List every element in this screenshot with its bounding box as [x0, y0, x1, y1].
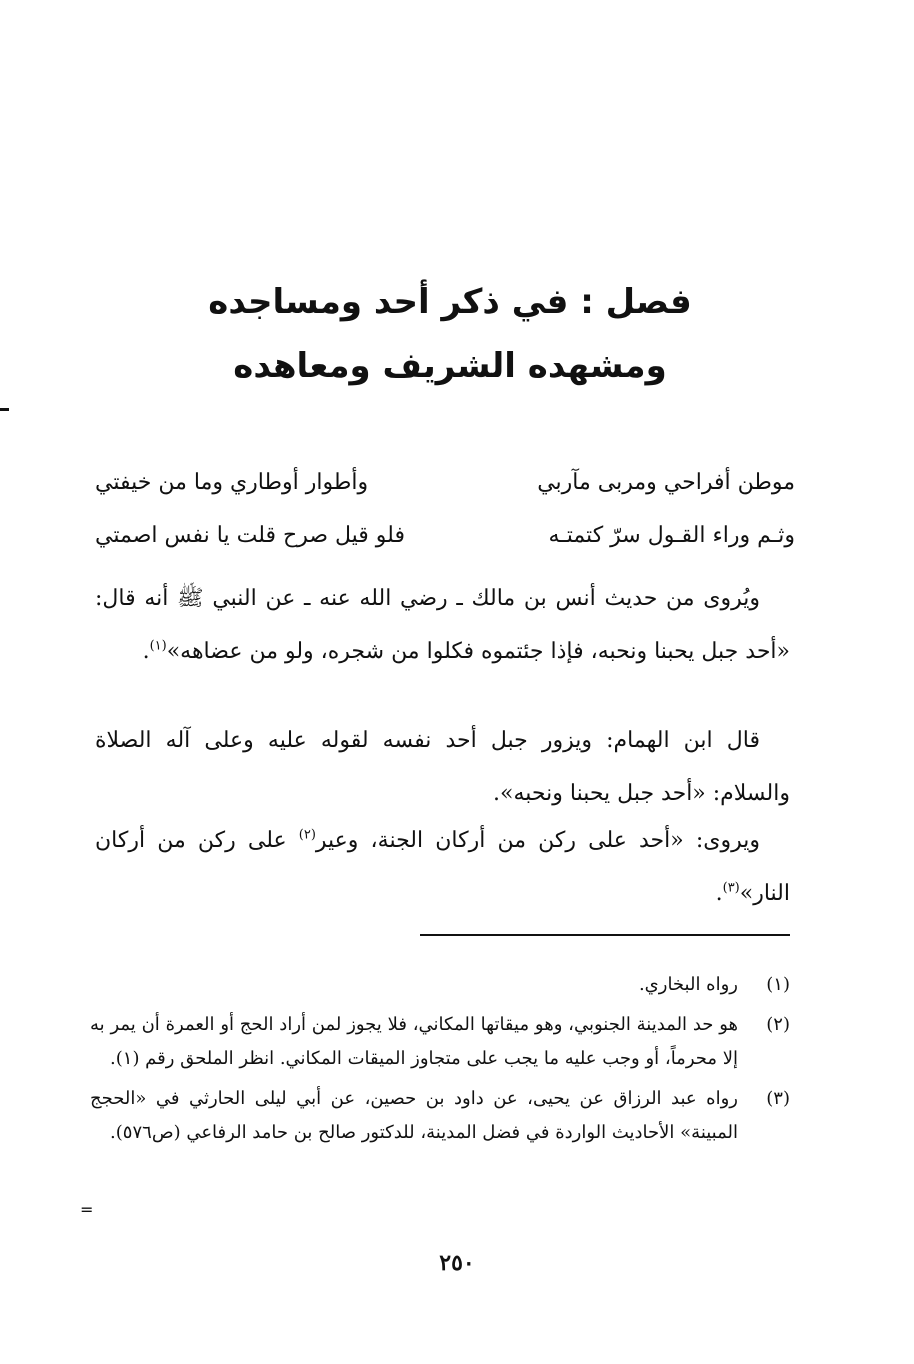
footnote-reference: (٣) [722, 880, 740, 896]
paragraph-text: ويُروى من حديث أنس بن مالك ـ رضي الله عنه ـ عن النبي ﷺ أنه قال: «أحد جبل يحبنا ونحبه، فإذا جئتموه فكلوا من شجره، ولو من عضاهه» [95, 586, 790, 664]
footnote-item [90, 1008, 790, 1076]
chapter-title-line-1: فصل : في ذكر أحد ومساجده [208, 282, 692, 322]
hadith-paragraph [95, 572, 790, 678]
footnote-number: (٢) [766, 1014, 790, 1035]
verse-second-hemistich: وأطوار أوطاري وما من خيفتي [95, 470, 369, 495]
verse-first-hemistich: موطن أفراحي ومربى مآربي [537, 470, 795, 495]
footnote-separator [420, 934, 790, 936]
poem-verse [95, 523, 795, 563]
verse-first-hemistich: وثـم وراء القـول سرّ كتمتـه [548, 523, 795, 548]
footnote-item [90, 1082, 790, 1150]
footnote-text: هو حد المدينة الجنوبي، وهو ميقاتها المكاني، فلا يجوز لمن أراد الحج أو العمرة أن يمر به إلا محرماً، أو وجب عليه ما يجب على متجاوز الميقات المكاني. انظر الملحق رقم (١). [90, 1014, 738, 1069]
paragraph-end: . [715, 881, 723, 906]
paragraph-end: . [142, 639, 150, 664]
page-number: ٢٥٠ [439, 1250, 475, 1276]
footnote-item [90, 968, 790, 1002]
ibn-al-humam-paragraph: قال ابن الهمام: ويزور جبل أحد نفسه لقوله عليه وعلى آله الصلاة والسلام: «أحد جبل يحبنا ونحبه». [95, 728, 790, 806]
paragraph-text: على ركن من أركان النار» [95, 828, 790, 906]
chapter-title-line-2: ومشهده الشريف ومعاهده [233, 346, 667, 386]
footnote-text: رواه عبد الرزاق عن يحيى، عن داود بن حصين، عن أبي ليلى الحارثي في «الحجج المبينة» الأحاديث الواردة في فضل المدينة، للدكتور صالح بن حامد الرفاعي (ص٥٧٦). [90, 1088, 738, 1143]
scan-edge-mark [0, 408, 9, 411]
footnotes [90, 968, 790, 1156]
uhud-ayr-paragraph [95, 814, 790, 920]
footnote-reference: (١) [149, 638, 167, 654]
paragraph-text: ويروى: «أحد على ركن من أركان الجنة، وعير [315, 828, 760, 853]
footnote-number: (٣) [766, 1088, 790, 1109]
footnote-number: (١) [766, 974, 790, 995]
footnote-reference: (٢) [298, 827, 316, 843]
continuation-mark: = [80, 1200, 94, 1219]
footnote-text: رواه البخاري. [638, 974, 738, 995]
verse-second-hemistich: فلو قيل صرح قلت يا نفس اصمتي [95, 523, 405, 548]
poem-verse [95, 470, 795, 510]
